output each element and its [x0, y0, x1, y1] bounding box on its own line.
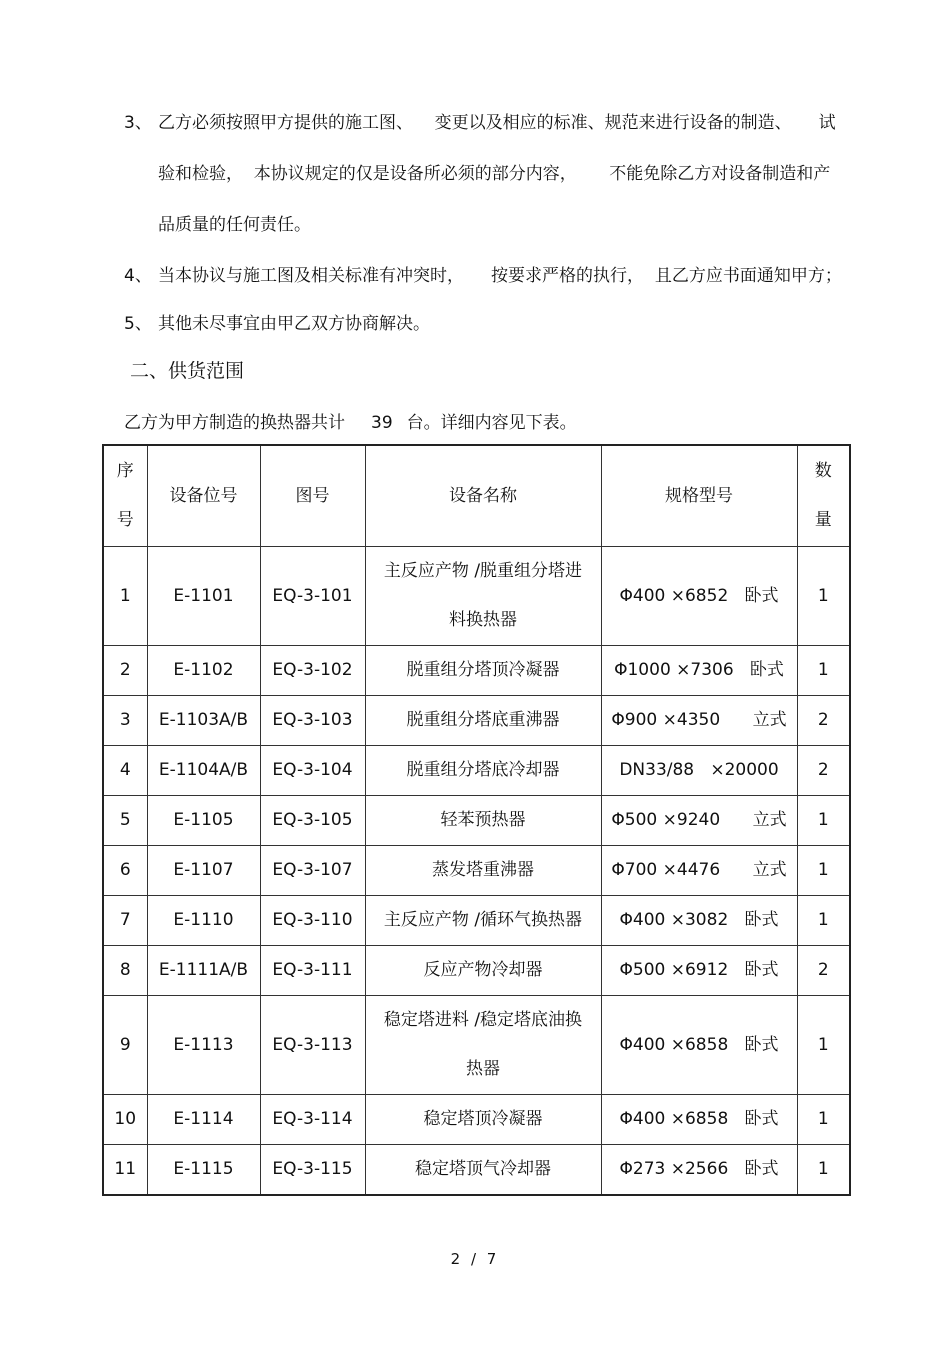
cell-name — [365, 696, 601, 746]
cell-spec: Φ400 ×3082 卧式 — [601, 896, 797, 946]
cell-seq: 4 — [103, 746, 147, 796]
cell-tag: E-1103A/B — [147, 696, 260, 746]
cell-tag: E-1113 — [147, 996, 260, 1095]
cell-tag: E-1101 — [147, 547, 260, 646]
cell-spec: Φ400 ×6858 卧式 — [601, 996, 797, 1095]
cell-name — [365, 746, 601, 796]
cell-seq: 2 — [103, 646, 147, 696]
section-title: 二、供货范围 — [130, 360, 245, 382]
clause-text: 其他未尽事宜由甲乙双方协商解决。 — [158, 314, 430, 334]
intro-count: 39 — [371, 413, 393, 433]
cell-name — [365, 996, 601, 1095]
cell-name-line: 脱重组分塔底重沸器 — [406, 710, 560, 730]
clause-number: 3、 — [124, 113, 152, 133]
intro-before: 乙方为甲方制造的换热器共计 — [124, 413, 345, 433]
cell-name — [365, 1095, 601, 1145]
cell-name-line: 料换热器 — [449, 610, 517, 630]
cell-spec: Φ400 ×6858 卧式 — [601, 1095, 797, 1145]
clause-3-line-1 — [124, 108, 836, 133]
table-header-row — [103, 445, 850, 547]
cell-tag: E-1104A/B — [147, 746, 260, 796]
cell-name-line: 脱重组分塔顶冷凝器 — [406, 660, 560, 680]
cell-seq: 8 — [103, 946, 147, 996]
cell-tag: E-1110 — [147, 896, 260, 946]
cell-name-line: 主反应产物 /脱重组分塔进 — [383, 561, 583, 581]
cell-qty: 1 — [797, 646, 850, 696]
cell-name-line: 热器 — [466, 1059, 500, 1079]
cell-qty: 1 — [797, 1145, 850, 1196]
table-row — [103, 796, 850, 846]
clause-number: 5、 — [124, 314, 152, 334]
cell-tag: E-1115 — [147, 1145, 260, 1196]
cell-qty: 2 — [797, 696, 850, 746]
cell-drawing: EQ-3-105 — [260, 796, 365, 846]
table-row — [103, 846, 850, 896]
cell-seq: 6 — [103, 846, 147, 896]
cell-spec: Φ400 ×6852 卧式 — [601, 547, 797, 646]
cell-name-line: 主反应产物 /循环气换热器 — [383, 910, 583, 930]
page-number: 2 / 7 — [450, 1250, 500, 1268]
cell-spec: DN33/88 ×20000 — [601, 746, 797, 796]
cell-seq: 11 — [103, 1145, 147, 1196]
intro-after: 台。详细内容见下表。 — [406, 413, 577, 433]
header-spec: 规格型号 — [601, 445, 797, 547]
cell-name — [365, 796, 601, 846]
intro-line — [124, 408, 577, 433]
cell-qty: 2 — [797, 946, 850, 996]
cell-spec: Φ700 ×4476 立式 — [601, 846, 797, 896]
cell-name-line: 蒸发塔重沸器 — [432, 860, 534, 880]
table-row — [103, 746, 850, 796]
cell-name — [365, 547, 601, 646]
cell-drawing: EQ-3-107 — [260, 846, 365, 896]
cell-name — [365, 896, 601, 946]
cell-name-line: 稳定塔顶气冷却器 — [415, 1159, 551, 1179]
table-row — [103, 1145, 850, 1196]
cell-spec: Φ273 ×2566 卧式 — [601, 1145, 797, 1196]
header-seq: 序 号 — [103, 445, 147, 547]
cell-name-line: 脱重组分塔底冷却器 — [406, 760, 560, 780]
cell-spec: Φ1000 ×7306 卧式 — [601, 646, 797, 696]
cell-drawing: EQ-3-115 — [260, 1145, 365, 1196]
cell-name — [365, 646, 601, 696]
cell-drawing: EQ-3-113 — [260, 996, 365, 1095]
cell-name — [365, 846, 601, 896]
cell-tag: E-1111A/B — [147, 946, 260, 996]
cell-tag: E-1114 — [147, 1095, 260, 1145]
cell-name-line: 轻苯预热器 — [440, 810, 526, 830]
cell-seq: 1 — [103, 547, 147, 646]
table-row — [103, 1095, 850, 1145]
clause-3-line-2: 验和检验， 本协议规定的仅是设备所必须的部分内容， 不能免除乙方对设备制造和产 — [158, 164, 831, 184]
cell-seq: 5 — [103, 796, 147, 846]
cell-qty: 1 — [797, 896, 850, 946]
table-row — [103, 996, 850, 1095]
cell-spec: Φ500 ×9240 立式 — [601, 796, 797, 846]
cell-qty: 2 — [797, 746, 850, 796]
cell-spec: Φ900 ×4350 立式 — [601, 696, 797, 746]
header-drawing: 图号 — [260, 445, 365, 547]
cell-drawing: EQ-3-101 — [260, 547, 365, 646]
equipment-table — [102, 444, 851, 1196]
table-row — [103, 646, 850, 696]
cell-qty: 1 — [797, 547, 850, 646]
table-row — [103, 547, 850, 646]
cell-drawing: EQ-3-110 — [260, 896, 365, 946]
clause-3-line-3: 品质量的任何责任。 — [158, 215, 311, 235]
cell-seq: 3 — [103, 696, 147, 746]
header-qty: 数 量 — [797, 445, 850, 547]
cell-seq: 10 — [103, 1095, 147, 1145]
cell-name — [365, 946, 601, 996]
cell-drawing: EQ-3-114 — [260, 1095, 365, 1145]
cell-name — [365, 1145, 601, 1196]
cell-seq: 7 — [103, 896, 147, 946]
clause-text: 乙方必须按照甲方提供的施工图、 变更以及相应的标准、规范来进行设备的制造、 试 — [158, 113, 836, 133]
table-row — [103, 946, 850, 996]
cell-qty: 1 — [797, 1095, 850, 1145]
cell-name-line: 稳定塔进料 /稳定塔底油换 — [383, 1010, 583, 1030]
cell-tag: E-1107 — [147, 846, 260, 896]
cell-qty: 1 — [797, 996, 850, 1095]
cell-qty: 1 — [797, 796, 850, 846]
cell-spec: Φ500 ×6912 卧式 — [601, 946, 797, 996]
cell-drawing: EQ-3-102 — [260, 646, 365, 696]
table-row — [103, 896, 850, 946]
cell-drawing: EQ-3-111 — [260, 946, 365, 996]
cell-seq: 9 — [103, 996, 147, 1095]
cell-drawing: EQ-3-103 — [260, 696, 365, 746]
cell-tag: E-1102 — [147, 646, 260, 696]
clause-number: 4、 — [124, 266, 152, 286]
cell-drawing: EQ-3-104 — [260, 746, 365, 796]
clause-text: 当本协议与施工图及相关标准有冲突时， 按要求严格的执行， 且乙方应书面通知甲方； — [158, 266, 842, 286]
table-row — [103, 696, 850, 746]
header-name: 设备名称 — [365, 445, 601, 547]
clause-4 — [124, 261, 842, 286]
cell-name-line: 反应产物冷却器 — [423, 960, 543, 980]
header-tag: 设备位号 — [147, 445, 260, 547]
cell-qty: 1 — [797, 846, 850, 896]
cell-tag: E-1105 — [147, 796, 260, 846]
cell-name-line: 稳定塔顶冷凝器 — [423, 1109, 543, 1129]
clause-5 — [124, 309, 430, 334]
